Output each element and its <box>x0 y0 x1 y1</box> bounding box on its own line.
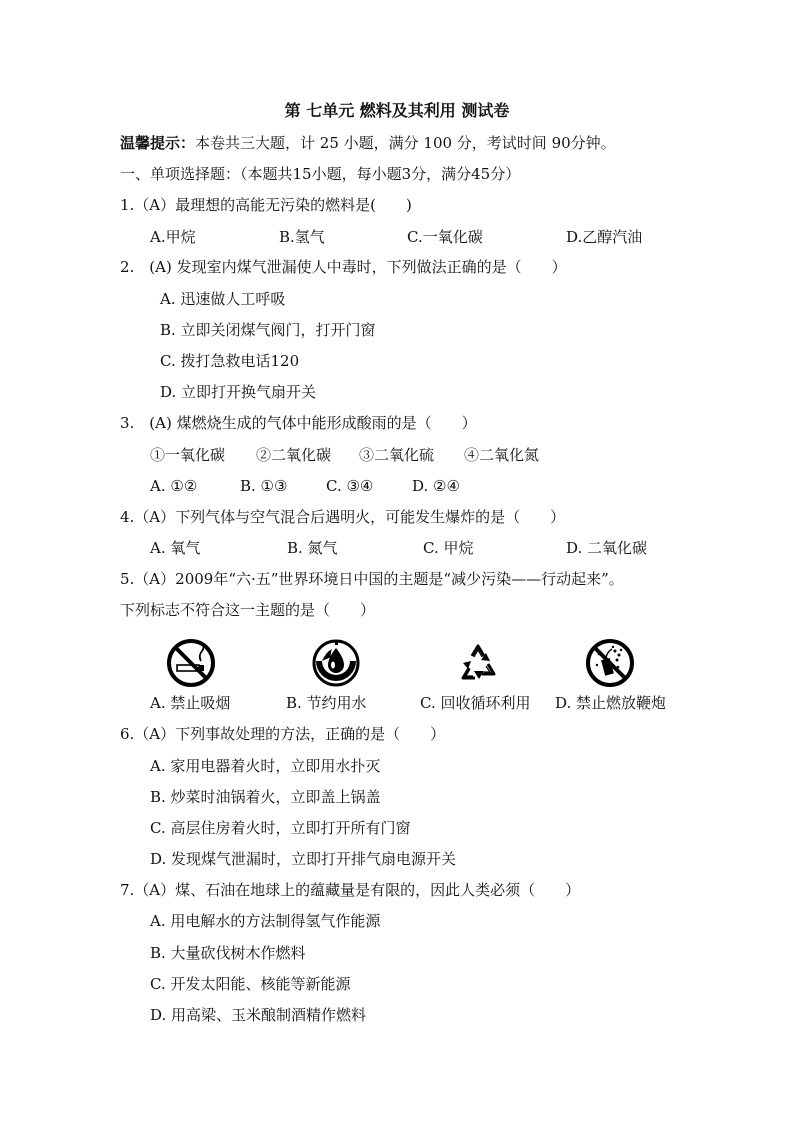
option: B.氢气 <box>279 228 325 246</box>
list-item: ①一氧化碳 <box>150 446 226 464</box>
option: A. 氧气 <box>150 539 201 557</box>
option: B. 大量砍伐树木作燃料 <box>150 944 306 962</box>
option: A. ①② <box>150 477 198 495</box>
option: B. ①③ <box>240 477 288 495</box>
option: B. 节约用水 <box>286 694 367 712</box>
recycling-sign-icon <box>453 637 505 689</box>
tip-text: 本卷共三大题，计 25 小题，满分 100 分，考试时间 90分钟。 <box>195 134 616 152</box>
option: B. 立即关闭煤气阀门，打开门窗 <box>160 321 376 339</box>
question-stem: 6.（A）下列事故处理的方法，正确的是（ ） <box>120 725 446 743</box>
no-firecrackers-sign-icon <box>584 637 636 689</box>
option: C. 拨打急救电话120 <box>160 352 300 370</box>
question-stem: 7.（A）煤、石油在地球上的蕴藏量是有限的，因此人类必须（ ） <box>120 881 581 899</box>
question-stem: 3. (A) 煤燃烧生成的气体中能形成酸雨的是（ ） <box>120 414 477 432</box>
page-title: 第 七单元 燃料及其利用 测试卷 <box>284 101 510 120</box>
option: B. 炒菜时油锅着火，立即盖上锅盖 <box>150 788 381 806</box>
option: D. 禁止燃放鞭炮 <box>555 694 667 712</box>
option: D.乙醇汽油 <box>566 228 643 246</box>
option: A. 禁止吸烟 <box>150 694 231 712</box>
list-item: ③二氧化硫 <box>359 446 435 464</box>
question-stem: 5.（A）2009年“六·五”世界环境日中国的主题是“减少污染——行动起来”。 <box>120 570 624 588</box>
option: C. 开发太阳能、核能等新能源 <box>150 975 351 993</box>
option: A. 家用电器着火时，立即用水扑灭 <box>150 757 381 775</box>
option: D. 立即打开换气扇开关 <box>160 383 317 401</box>
tip-line <box>120 133 616 153</box>
question-stem: 1.（A）最理想的高能无污染的燃料是( ) <box>120 196 412 214</box>
option: C. 高层住房着火时，立即打开所有门窗 <box>150 819 411 837</box>
option: D. 发现煤气泄漏时，立即打开排气扇电源开关 <box>150 850 457 868</box>
question-stem: 2. (A) 发现室内煤气泄漏使人中毒时，下列做法正确的是（ ） <box>120 258 567 276</box>
option: C. ③④ <box>326 477 374 495</box>
option: B. 氮气 <box>287 539 338 557</box>
option: A.甲烷 <box>150 228 196 246</box>
list-item: ②二氧化碳 <box>256 446 332 464</box>
option: A. 迅速做人工呼吸 <box>160 290 286 308</box>
no-smoking-sign-icon <box>165 637 217 689</box>
question-stem-continued: 下列标志不符合这一主题的是（ ） <box>120 601 376 619</box>
option: C. 回收循环利用 <box>420 694 531 712</box>
section-heading: 一、单项选择题：（本题共15小题，每小题3分，满分45分） <box>120 165 521 183</box>
option: A. 用电解水的方法制得氢气作能源 <box>150 912 381 930</box>
tip-label: 温馨提示： <box>120 134 196 152</box>
list-item: ④二氧化氮 <box>464 446 540 464</box>
option: D. 用高梁、玉米酿制酒精作燃料 <box>150 1006 367 1024</box>
option: D. ②④ <box>412 477 460 495</box>
question-stem: 4.（A）下列气体与空气混合后遇明火，可能发生爆炸的是（ ） <box>120 508 566 526</box>
option: D. 二氧化碳 <box>566 539 648 557</box>
option: C.一氧化碳 <box>407 228 483 246</box>
water-saving-sign-icon <box>310 637 362 689</box>
option: C. 甲烷 <box>423 539 474 557</box>
